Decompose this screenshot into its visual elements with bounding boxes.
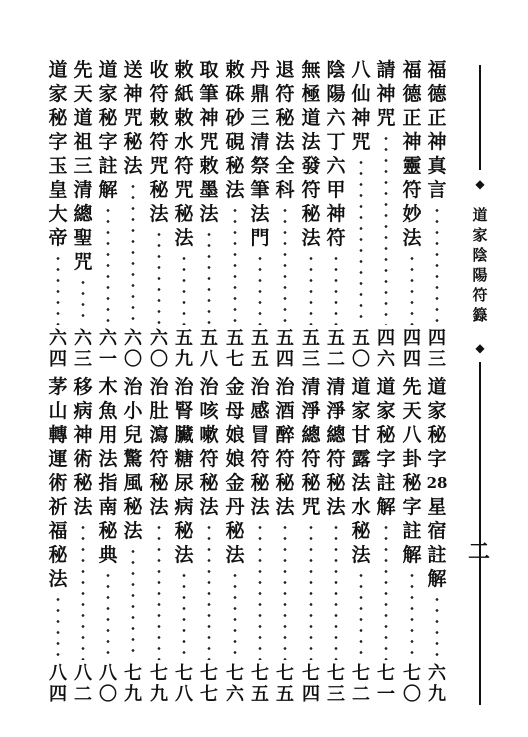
toc-entry[interactable] bbox=[223, 58, 247, 370]
toc-entry[interactable] bbox=[147, 58, 171, 370]
toc-entry[interactable] bbox=[400, 375, 424, 705]
dot-leader bbox=[309, 253, 313, 325]
dot-leader bbox=[131, 181, 135, 325]
header-rule-top bbox=[479, 65, 481, 170]
dot-leader bbox=[56, 594, 60, 660]
toc-entry[interactable] bbox=[46, 58, 70, 370]
toc-entry[interactable] bbox=[248, 375, 272, 705]
toc-entry-page: 六 四 bbox=[49, 328, 67, 370]
dot-leader bbox=[131, 546, 135, 660]
toc-entry[interactable] bbox=[223, 375, 247, 705]
dot-leader bbox=[207, 522, 211, 660]
toc-entry-title: 治 咳 嗽 符 秘 法 bbox=[199, 376, 219, 518]
dot-leader bbox=[334, 522, 338, 660]
toc-entry[interactable] bbox=[172, 375, 196, 705]
toc-entry-title: 福 德 正 神 真 言 bbox=[427, 59, 447, 201]
toc-entry[interactable] bbox=[71, 375, 95, 705]
toc-entry[interactable] bbox=[349, 375, 373, 705]
header-char: 符 bbox=[472, 286, 488, 304]
dot-leader bbox=[283, 205, 287, 325]
toc-entry-page: 七 二 bbox=[352, 663, 370, 705]
toc-entry-page: 四 三 bbox=[428, 328, 446, 370]
toc-entry-page: 五 〇 bbox=[352, 328, 370, 370]
toc-entry-title: 道 家 秘 字 28 星 宿 註 解 bbox=[426, 376, 448, 590]
toc-entry-page: 六 一 bbox=[99, 328, 117, 370]
dot-leader bbox=[81, 277, 85, 325]
toc-entry-page: 七 四 bbox=[302, 663, 320, 705]
toc-entry-title: 道 家 秘 字 註 解 bbox=[376, 376, 396, 518]
dot-leader bbox=[182, 570, 186, 660]
dot-leader bbox=[410, 253, 414, 325]
dot-leader bbox=[56, 253, 60, 325]
toc-entry-page: 八 二 bbox=[74, 663, 92, 705]
toc-entry-title: 丹 鼎 三 清 祭 筆 法 門 bbox=[250, 59, 270, 249]
header-char: 陽 bbox=[472, 266, 488, 284]
toc-entry-title: 取 筆 神 咒 敕 墨 法 bbox=[199, 59, 219, 225]
dot-leader bbox=[106, 205, 110, 325]
toc-entry-page: 七 九 bbox=[150, 663, 168, 705]
toc-entry-page: 五 二 bbox=[327, 328, 345, 370]
toc-entry-title: 治 酒 醉 符 秘 法 bbox=[275, 376, 295, 518]
dot-leader bbox=[182, 253, 186, 325]
toc-entry-title: 道 家 秘 字 玉 皇 大 帝 bbox=[48, 59, 68, 249]
toc-entry-title: 治 感 冒 符 秘 法 bbox=[250, 376, 270, 518]
header-char: 道 bbox=[472, 206, 488, 224]
page-number: 二 bbox=[468, 539, 491, 565]
toc-entry-title: 茅 山 轉 運 術 祈 福 秘 法 bbox=[48, 376, 68, 590]
toc-entry[interactable] bbox=[374, 58, 398, 370]
dot-leader bbox=[233, 205, 237, 325]
toc-entry-title: 敕 硃 砂 硯 秘 法 bbox=[225, 59, 245, 201]
toc-entry-title: 請 神 咒 bbox=[376, 59, 396, 129]
toc-entry[interactable] bbox=[71, 58, 95, 370]
toc-entry-page: 八 〇 bbox=[99, 663, 117, 705]
toc-entry-page: 七 三 bbox=[327, 663, 345, 705]
dot-leader bbox=[81, 522, 85, 660]
dot-leader bbox=[384, 522, 388, 660]
dot-leader bbox=[384, 133, 388, 325]
toc-entry[interactable] bbox=[299, 58, 323, 370]
toc-entry[interactable] bbox=[96, 375, 120, 705]
toc-entry-title: 移 病 神 術 秘 法 bbox=[73, 376, 93, 518]
toc-entry-title: 先 天 八 卦 秘 字 註 解 bbox=[402, 376, 422, 566]
toc-entry-title: 福 德 正 神 靈 符 妙 法 bbox=[402, 59, 422, 249]
dot-leader bbox=[359, 157, 363, 325]
header-char: 籙 bbox=[472, 306, 488, 324]
toc-entry-page: 五 九 bbox=[175, 328, 193, 370]
running-header bbox=[470, 205, 490, 325]
toc-entry[interactable] bbox=[197, 375, 221, 705]
dot-leader bbox=[157, 229, 161, 325]
dot-leader bbox=[309, 522, 313, 660]
toc-entry-page: 七 八 bbox=[175, 663, 193, 705]
toc-entry-title: 先 天 道 祖 三 清 總 聖 咒 bbox=[73, 59, 93, 273]
toc-entry-page: 七 六 bbox=[226, 663, 244, 705]
toc-entry-page: 六 九 bbox=[428, 663, 446, 705]
toc-entry[interactable] bbox=[425, 375, 449, 705]
toc-entry-page: 七 七 bbox=[200, 663, 218, 705]
toc-entry[interactable] bbox=[46, 375, 70, 705]
header-char: 家 bbox=[472, 226, 488, 244]
dot-leader bbox=[157, 522, 161, 660]
toc-entry[interactable] bbox=[172, 58, 196, 370]
toc-entry-title: 道 家 秘 字 註 解 bbox=[98, 59, 118, 201]
toc-entry-page: 六 〇 bbox=[124, 328, 142, 370]
toc-entry-title: 退 符 秘 法 全 科 bbox=[275, 59, 295, 201]
toc-entry-title: 金 母 娘 娘 金 丹 秘 法 bbox=[225, 376, 245, 566]
toc-entry[interactable] bbox=[121, 58, 145, 370]
toc-entry-title: 道 家 甘 露 法 水 秘 法 bbox=[351, 376, 371, 566]
toc-entry-page: 四 六 bbox=[377, 328, 395, 370]
toc-entry[interactable] bbox=[374, 375, 398, 705]
toc-entry-page: 五 三 bbox=[302, 328, 320, 370]
toc-entry[interactable] bbox=[324, 58, 348, 370]
diamond-bottom-icon: ◆ bbox=[475, 341, 485, 355]
toc-entry-page: 五 四 bbox=[276, 328, 294, 370]
dot-leader bbox=[106, 570, 110, 660]
toc-entry-title: 送 神 咒 秘 法 bbox=[123, 59, 143, 177]
toc-entry-page: 七 一 bbox=[377, 663, 395, 705]
toc-entry[interactable] bbox=[324, 375, 348, 705]
dot-leader bbox=[359, 570, 363, 660]
toc-entry-title: 敕 紙 敕 水 符 咒 秘 法 bbox=[174, 59, 194, 249]
toc-entry-page: 四 四 bbox=[403, 328, 421, 370]
toc-entry-page: 七 五 bbox=[251, 663, 269, 705]
toc-entry[interactable] bbox=[147, 375, 171, 705]
toc-entry[interactable] bbox=[349, 58, 373, 370]
toc-entry[interactable] bbox=[425, 58, 449, 370]
toc-entry-page: 七 〇 bbox=[403, 663, 421, 705]
toc-entry[interactable] bbox=[121, 375, 145, 705]
dot-leader bbox=[233, 570, 237, 660]
header-char: 陰 bbox=[472, 246, 488, 264]
dot-leader bbox=[258, 253, 262, 325]
toc-entry[interactable] bbox=[299, 375, 323, 705]
toc-entry-title: 清 淨 總 符 秘 咒 bbox=[301, 376, 321, 518]
toc-entry[interactable] bbox=[400, 58, 424, 370]
dot-leader bbox=[435, 205, 439, 325]
dot-leader bbox=[334, 253, 338, 325]
toc-entry-page: 五 七 bbox=[226, 328, 244, 370]
dot-leader bbox=[258, 522, 262, 660]
toc-entry-title: 木 魚 用 法 指 南 秘 典 bbox=[98, 376, 118, 566]
toc-entry-title: 治 小 兒 驚 風 秘 法 bbox=[123, 376, 143, 542]
toc-entry-title: 收 符 敕 符 咒 秘 法 bbox=[149, 59, 169, 225]
toc-entry-page: 七 五 bbox=[276, 663, 294, 705]
toc-entry-page: 八 四 bbox=[49, 663, 67, 705]
toc-entry-page: 六 〇 bbox=[150, 328, 168, 370]
dot-leader bbox=[410, 570, 414, 660]
dot-leader bbox=[207, 229, 211, 325]
toc-entry-title: 無 極 道 法 發 符 秘 法 bbox=[301, 59, 321, 249]
toc-entry-title: 治 腎 臟 糖 尿 病 秘 法 bbox=[174, 376, 194, 566]
diamond-top-icon: ◆ bbox=[475, 177, 485, 191]
toc-entry[interactable] bbox=[197, 58, 221, 370]
header-rule-bottom bbox=[479, 362, 481, 705]
toc-entry-page: 六 三 bbox=[74, 328, 92, 370]
toc-entry[interactable] bbox=[248, 58, 272, 370]
toc-entry[interactable] bbox=[96, 58, 120, 370]
toc-entry[interactable] bbox=[273, 375, 297, 705]
toc-entry-title: 八 仙 神 咒 bbox=[351, 59, 371, 153]
toc-entry[interactable] bbox=[273, 58, 297, 370]
toc-entry-title: 治 肚 瀉 符 秘 法 bbox=[149, 376, 169, 518]
toc-entry-title: 清 淨 總 符 秘 法 bbox=[326, 376, 346, 518]
dot-leader bbox=[283, 522, 287, 660]
toc-entry-page: 五 五 bbox=[251, 328, 269, 370]
toc-entry-page: 五 八 bbox=[200, 328, 218, 370]
dot-leader bbox=[435, 594, 439, 660]
toc-entry-page: 七 九 bbox=[124, 663, 142, 705]
toc-entry-title: 陰 陽 六 丁 六 甲 神 符 bbox=[326, 59, 346, 249]
